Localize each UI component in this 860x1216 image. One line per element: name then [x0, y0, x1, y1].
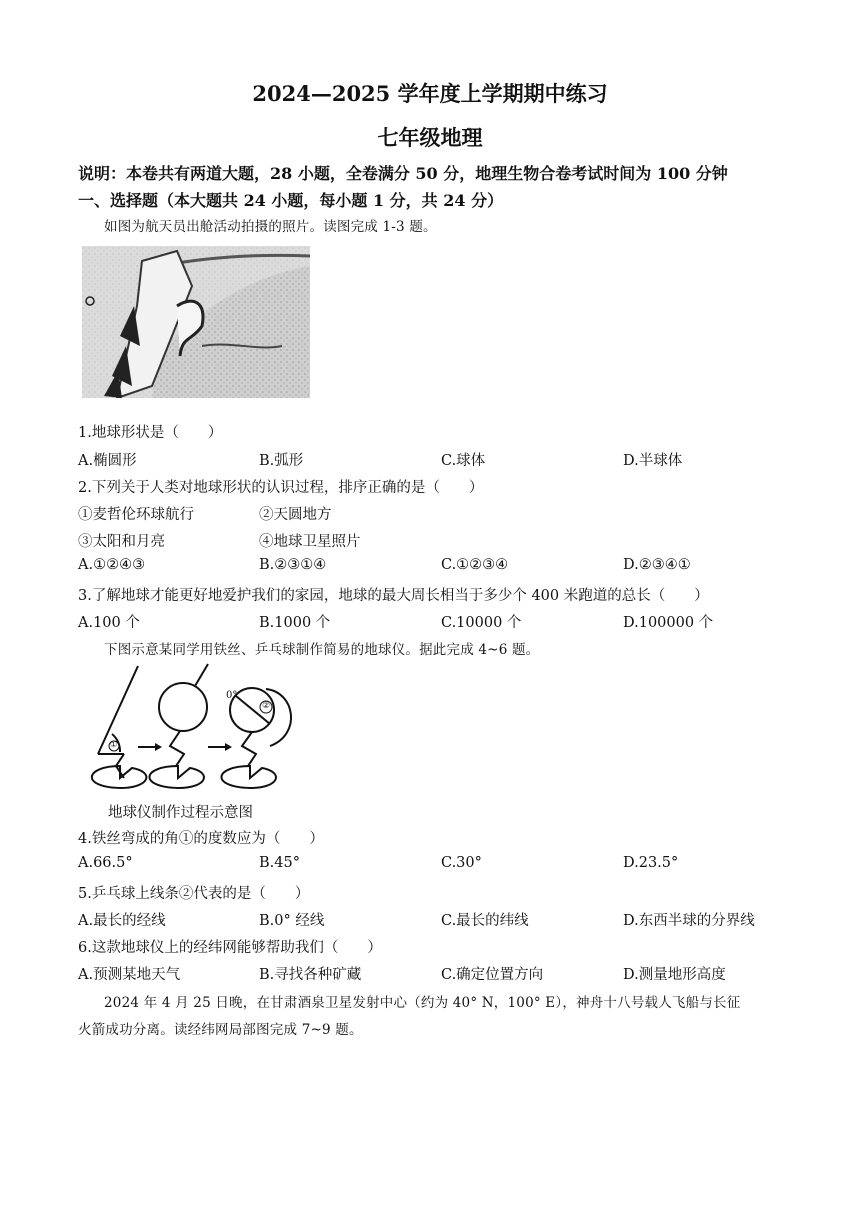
q2-statement-4: ④地球卫星照片 — [259, 534, 361, 550]
page-title: 2024—2025 学年度上学期期中练习 — [252, 81, 608, 106]
group2-intro: 下图示意某同学用铁丝、乒乓球制作简易的地球仪。据此完成 4~6 题。 — [104, 642, 540, 658]
q5-stem: 5.乒乓球上线条②代表的是（ ） — [78, 886, 310, 902]
group3-intro-line1: 2024 年 4 月 25 日晚，在甘肃酒泉卫星发射中心（约为 40° N，100° E），神舟十八号载人飞船与长征 — [104, 995, 741, 1011]
page-subtitle: 七年级地理 — [377, 125, 483, 150]
q5-option-d[interactable]: D.东西半球的分界线 — [623, 913, 755, 929]
q6-option-c[interactable]: C.确定位置方向 — [441, 967, 544, 983]
diagram-mark-1: ① — [110, 740, 118, 749]
diagram-mark-2: ② — [262, 701, 271, 711]
q3-option-d[interactable]: D.100000 个 — [623, 615, 714, 631]
q2-option-b[interactable]: B.②③①④ — [259, 557, 327, 573]
q6-option-b[interactable]: B.寻找各种矿藏 — [259, 967, 362, 983]
q6-option-d[interactable]: D.测量地形高度 — [623, 967, 726, 983]
q1-option-c[interactable]: C.球体 — [441, 453, 486, 469]
section-heading: 一、选择题（本大题共 24 小题，每小题 1 分，共 24 分） — [78, 191, 504, 210]
q5-option-c[interactable]: C.最长的纬线 — [441, 913, 529, 929]
q4-option-c[interactable]: C.30° — [441, 855, 482, 871]
diagram-mark-0: 0° — [226, 690, 238, 701]
q3-option-a[interactable]: A.100 个 — [78, 615, 140, 631]
q1-stem: 1.地球形状是（ ） — [78, 425, 223, 441]
q2-stem: 2.下列关于人类对地球形状的认识过程，排序正确的是（ ） — [78, 480, 484, 496]
q4-option-a[interactable]: A.66.5° — [78, 855, 133, 871]
q1-option-d[interactable]: D.半球体 — [623, 453, 683, 469]
q2-option-c[interactable]: C.①②③④ — [441, 557, 509, 573]
q4-option-b[interactable]: B.45° — [259, 855, 300, 871]
q6-stem: 6.这款地球仪上的经纬网能够帮助我们（ ） — [78, 940, 382, 956]
q2-option-a[interactable]: A.①②④③ — [78, 557, 146, 573]
q2-statement-2: ②天圆地方 — [259, 507, 332, 523]
q5-option-b[interactable]: B.0° 经线 — [259, 913, 325, 929]
q2-statement-1: ①麦哲伦环球航行 — [78, 507, 194, 523]
diagram-caption: 地球仪制作过程示意图 — [108, 805, 253, 821]
q4-stem: 4.铁丝弯成的角①的度数应为（ ） — [78, 831, 324, 847]
q3-option-c[interactable]: C.10000 个 — [441, 615, 522, 631]
exam-note: 说明：本卷共有两道大题，28 小题，全卷满分 50 分，地理生物合卷考试时间为 100 分钟 — [78, 164, 728, 183]
q1-option-a[interactable]: A.椭圆形 — [78, 453, 137, 469]
q2-option-d[interactable]: D.②③④① — [623, 557, 691, 573]
q5-option-a[interactable]: A.最长的经线 — [78, 913, 166, 929]
q1-option-b[interactable]: B.弧形 — [259, 453, 304, 469]
q4-option-d[interactable]: D.23.5° — [623, 855, 679, 871]
q3-option-b[interactable]: B.1000 个 — [259, 615, 331, 631]
group1-intro: 如图为航天员出舱活动拍摄的照片。读图完成 1-3 题。 — [104, 219, 437, 235]
astronaut-photo-icon — [82, 246, 310, 398]
group3-intro-line2: 火箭成功分离。读经纬网局部图完成 7~9 题。 — [78, 1022, 363, 1038]
globe-diagram — [80, 662, 310, 792]
q2-statement-3: ③太阳和月亮 — [78, 534, 165, 550]
q3-stem: 3.了解地球才能更好地爱护我们的家园，地球的最大周长相当于多少个 400 米跑道的总长（ ） — [78, 588, 709, 604]
q6-option-a[interactable]: A.预测某地天气 — [78, 967, 181, 983]
